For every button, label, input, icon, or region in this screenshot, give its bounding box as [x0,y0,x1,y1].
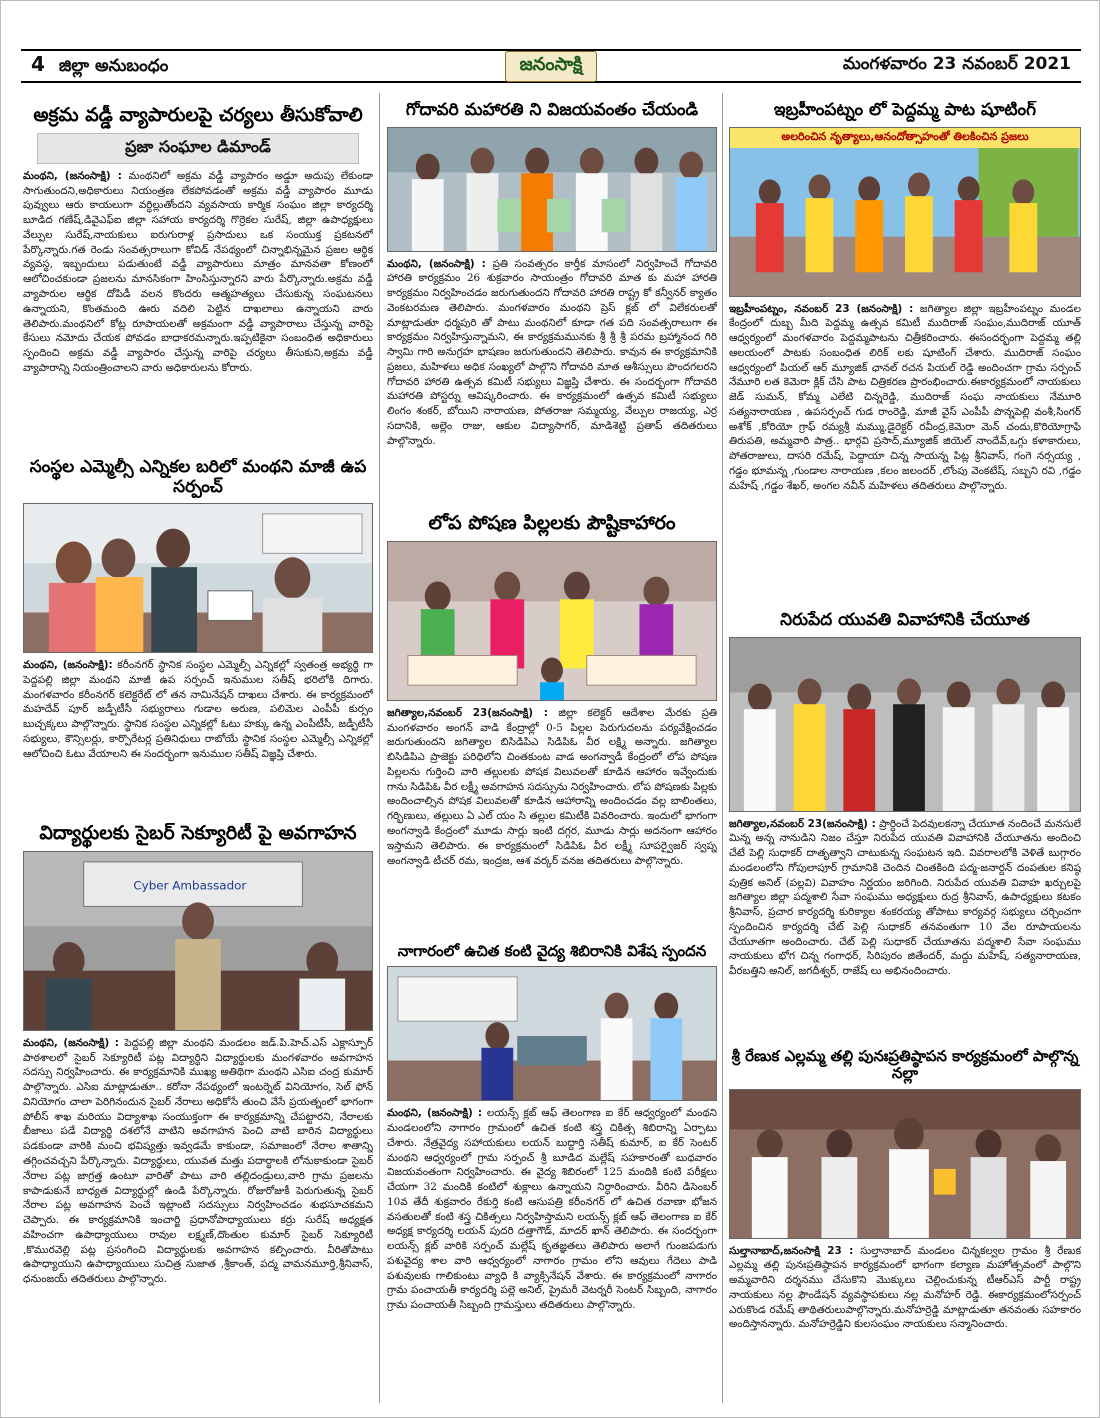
article-dateline: మంథని, (జనంసాక్షి) : [387,1107,483,1120]
article-photo [387,127,717,252]
photo-dance-shooting [730,128,1080,296]
article-body [23,169,373,376]
article-headline: ఇబ్రహీంపట్నం లో పెద్దమ్మ పాట షూటింగ్ [773,101,1037,120]
article-headline: నాగారంలో ఉచిత కంటి వైద్య శిబిరానికి విశేష స్పందన [397,943,707,960]
article-headline: గోదావరి మహారతి ని విజయవంతం చేయండి [405,101,699,120]
article-body [729,1244,1081,1333]
page-number: 4 [31,52,45,76]
masthead-logo [378,51,725,82]
photo-eye-checkup [388,967,716,1100]
article-text: కరీంనగర్ స్థానిక సంస్థల ఎమ్మెల్సీ ఎన్నికల్లో స్వతంత్ర అభ్యర్థి గా పెద్దపల్లి జిల్లా మంథని మాజీ ఉప సర్పంచ్ ఇనుముల సతీష్ భరిలోకి దిగారు. మంగళవారం కరీంనగర్ కలెక్టరేట్ లో తన నామినేషన్ దాఖలు చేశారు. ఈ కార్యక్రమంలో మహదేవ్ పూర్ జడ్పీటీసీ సభ్యురాలు గుడాల అరుణ, పలిమెల ఎంపీపీ కుర్సం బుచ్చక్కలు పాల్గొన్నారు. స్థానిక సంస్థల ఎన్నికల్లో ఓటు హక్కు ఉన్న ఎంపీటీసీ, జడ్పీటీసీ సభ్యులు, కౌన్సిలర్లు, కార్పొరేటర్ల ప్రతినిధులు రాబోయే స్థానిక సంస్థల ఎమ్మెల్సీ ఎన్నికల్లో ఆలోచించి ఓటు వేయాలని ఈ సందర్భంగా ఇనుముల సతీష్ విజ్ఞప్తి చేశారు. [23,659,373,760]
article-headline: నిరుపేద యువతి వివాహానికి చేయూత [780,611,1030,630]
article-headline: అక్రమ వడ్డీ వ్యాపారులపై చర్యలు తీసుకోవాలి [33,105,363,126]
article-headline: సంస్థల ఎమ్మెల్సీ ఎన్నికల బరిలో మంథని మాజీ ఉప సర్పంచ్ [29,458,367,497]
article-text: జిల్లా కలెక్టర్ ఆదేశాల మేరకు ప్రతి మంగళవారం అంగన్ వాడి కేంద్రాల్లో 0-5 పిల్లల పెరుగుదలను పర్యవేక్షించడం జరుగుతుందని జగిత్యాల బిసిడిపిఎ సిడిపిఓ వీర లక్ష్మి అన్నారు. జగిత్యాల బిసిడిపిఎ ప్రాజెక్టు పరిధిలోని చింతకుంట వాడ అంగన్వాడీ కేంద్రంలో లోప పోషణ పిల్లలను గుర్తించి వారి తల్లులకు పోషక విలువలతో కూడిన ఆహారం ఇవ్వేందుకు గాను సిడిపిఓ వీర లక్ష్మీ అవగాహన సదస్సును నిర్వహించారు. లోప పోషణకు పిల్లకు అందించాల్సిన పోషక విలువలతో కూడిన ఆహారాన్ని అందించడం వల్ల బాలింతలు, గర్భిణులు, తల్లులు ఏ ఎల్ యం సి తల్లుల కమిటీకి వివరించారు. ఇందులో భాగంగా అంగన్వాడి కేంద్రంలో మూడు సార్లు ఇంటి దగ్గర, మూడు సార్లు అదనంగా ఆహారం ఇస్తామని తెలిపారు. ఈ కార్యక్రమంలో సిడిపిఓ వీర లక్ష్మీ సూపర్వైజర్ స్వప్న అంగన్వాడి టీచర్ రమ, ఇంద్రజ, ఆశ వర్కర్ వనజ తదితరులు పాల్గొన్నారు. [387,706,717,867]
article-photo [23,851,373,1031]
article-text: జగిత్యాల జిల్లా ఇబ్రహీంపట్నం మండల కేంద్రంలో దుబ్బ మీది పెద్దమ్మ ఉత్సవ కమిటీ ముదిరాజ్ సంఘం,ముదిరాజ్ యూత్ ఆధ్వర్యంలో మంగళవారం పెద్దమ్మపాటను చిత్రీకరించారు. ఈసందర్భంగా పెద్దమ్మ తల్లి ఆలయంలో పాటకు సంబంధిత లిరిక్ లకు షూటింగ్ చేశారు. ముదిరాజ్ సంఘం ఆధ్వర్యంలో పియల్ ఆర్ మ్యూజిక్ ఛానల్ రచన పియల్ రెడ్డి అందించగా గ్రామ సర్పంచ్ నేమూరి లత కెమెరా క్లిక్ చేసి పాట చిత్రికరణ ప్రారంభించారు.ఈకార్యక్రమంలో నాయకులు జెడ్ సుమన్, కోమ్మ ఎలేటి చిన్నరెడ్డి, ముదిరాజ్ సంఘ నాయకులు నేమూరి సత్యనారాయణ , ఉపసర్పంచ్ గుడ రాంరెడ్డి, మాజీ వైస్ ఎంపీపీ పొన్నపెల్లి వంశీ,సింగర్ అశోక్ ,కోరియో గ్రాఫ్ రమ్యశ్రీ మమ్ము,డైరెక్టర్ రవీంద్ర,కెమెరా మెన్ చందు,కొరియోగ్రాఫి తిరుపతి, అమ్మవారి పాత్ర.. భార్గవి ప్రసాద్,మ్యూజిక్ జియెల్ నాందేవ్,ఒగ్గు కళాకారులు, పోతరాజులు, దాసరి రమేష్, పెద్దాయా చిన్న సాయన్న పిట్ల శ్రీనివాస్, గంగె నర్సయ్య , గడ్డం భూమన్న ,గుండాల నారాయణ ,కలం జలందర్ ,లోంపు వెంకటేష్, సబ్బని రవి ,గడ్డం మహేష్ ,గడ్డం శేఖర్, అంగల నవీన్ మహిళలు తదితరులు పాల్గొన్నారు. [729,302,1081,492]
article-body [387,257,717,449]
article-dateline: జగిత్యాల,నవంబర్ 23(జనంసాక్షి) : [387,706,548,719]
article-song-shooting [729,101,1081,621]
article-renuka-yellamma [729,1048,1081,1413]
article-photo [729,1089,1081,1239]
photo-caption: అలరించిన నృత్యాలు,ఆనందోత్సాహంతో తిలకించిన ప్రజలు [730,128,1080,148]
article-dateline: మంథని, (జనంసాక్షి) : [23,169,122,182]
article-photo [387,966,717,1101]
photo-anganwadi [388,542,716,700]
article-body [729,817,1081,979]
article-dateline: జగిత్యాల,నవంబర్ 23(జనంసాక్షి) : [729,817,876,830]
issue-date: మంగళవారం 23 నవంబర్ 2021 [842,54,1072,74]
photo-nomination-filing [24,504,372,652]
section-label [21,52,378,80]
article-body [729,302,1081,494]
article-dateline: మంథని, (జనంసాక్షి) : [23,1036,119,1049]
article-text: ప్రతి సంవత్సరం కార్తీక మాసంలో నిర్వహించే గోదావరి హారతి కార్యక్రమం 26 శుక్రవారం సాయంత్రం గోదావరి మాత కు మహా హారతి కార్యక్రమం నిర్వహించడం జరుగుతుందని గోదావరి హారతి రాష్ట్ర కో కన్వీనర్ క్యాతం వెంకటరమణ తెలిపారు. మంగళవారం మంథని ప్రెస్ క్లబ్ లో విలేకరులతో మాట్లాడుతూ ధర్మపురి తో పాటు మంథనిలో కూడా గత పది సంవత్సరాలుగా ఈ కార్యక్రమం నిర్వహిస్తున్నామని, ఈ కార్యక్రమమునకు శ్రీ శ్రీ శ్రీ పరమ బ్రహ్మానంద గిరి స్వామి గారి అనుగ్రహ భాషణం జరుగుతుందని తెలిపారు. కావున ఈ కార్యక్రమానికి ప్రజలు, మహిళలు అధిక సంఖ్యలో పాల్గొని గోదావరి మాత ఆశీస్సులు పొందగలరని గోదావరి హారతి ఉత్సవ కమిటీ సభ్యులు విజ్ఞప్తి చేశారు. ఈ సందర్భంగా గోదావరి మహారతి పోస్టర్ను ఆవిష్కరించారు. ఈ కార్యక్రమంలో ఉత్సవ కమిటీ సభ్యులు లింగం శంకర్, బోయిని నారాయణ, పోతరాజు సమ్మయ్య, వేల్పుల రాజయ్య, ఎర్ర సదానికి, అల్లెం రాజు, ఆకుల విద్యాసాగర్, మాడిశెట్టి ప్రతాప్ తదితరులు పాల్గొన్నారు. [387,257,717,447]
article-text: లయన్స్ క్లబ్ ఆఫ్ తెలంగాణ ఐ కేర్ ఆధ్వర్యంలో మంథని మండలంలోని నాగారం గ్రామంలో ఉచిత కంటి శస్త్ర చికిత్స శిబిరాన్ని ఏర్పాటు చేశారు. నేత్రవైద్య సహాయకులు లయన్ బుద్దార్తి సతీష్ కుమార్, ఐ కేర్ సెంటర్ మంథని ఆధ్వర్యంలో గ్రామ సర్పంచ్ శ్రీ బూడిద మల్లేష్ సహకారంతో బుధవారం విజయవంతంగా నిర్వహించారు. ఈ వైద్య శిబిరంలో 125 మందికి కంటి పరీక్షలు చేయగా 32 మందికి కంటిలో శుక్లాలు ఉన్నాయని నిర్ధారించారు. వీరిని డిసెంబర్ 10వ తేదీ శుక్రవారం రేకుర్తి కంటి ఆసుపత్రి కరీంనగర్ లో ఉచిత రవాణా భోజన వసతులతో కంటి శస్త్ర చికిత్సలు నిర్వహిస్తామని లయన్స్ క్లబ్ ఆఫ్ తెలంగాణ ఐ కేర్ అధ్యక్ష కార్యదర్శి లయన్ పుదరి దత్తాగౌడ్, మాదర్ ఖాన్ తెలిపారు. ఈ సందర్భంగా లయన్స్ క్లబ్ వారికి సర్పంచ్ మల్లేష్ కృతజ్ఞతలు తెలిపారు అలాగే గుంజపడుగు పశువైద్య శాల వారి ఆధ్వర్యంలో నాగారం గ్రామం లోని ఆవులు గేదెలు పాడి పశువులకు గాలికుంటు వ్యాధి కి వ్యాక్సినేషన్ వేశారు. ఈ కార్యక్రమంలో నాగారం గ్రామ పంచాయతీ కార్యదర్శి పల్లె అనిల్, ప్రైమరీ వెటర్నరీ సెంటర్ సిబ్బంది, నాగారం గ్రామ పంచాయతీ సిబ్బంది గ్రామస్తులు తదితరులు పాల్గొన్నారు. [387,1107,717,1312]
article-subhead: ప్రజా సంఘాల డిమాండ్ [37,133,359,164]
banner-text: Cyber Ambassador [133,878,247,893]
article-illegal-money-lending [23,105,373,477]
column-divider [722,93,723,1403]
article-photo [23,503,373,653]
photo-cyber-awareness [24,852,372,1030]
article-photo [729,127,1081,297]
article-dateline: మంథని, (జనంసాక్షి): [23,659,113,672]
article-photo [729,637,1081,812]
article-text: పెద్దపల్లి జిల్లా మంథని మండలం జడ్.పి.హెచ్.ఎస్ ఎక్లాస్పూర్ పాఠశాలలో సైబర్ సెక్యూరిటీ పట్ల విద్యార్థిని విద్యార్థులకు మంగళవారం అవగాహన సదస్సు నిర్వహించారు. ఈ కార్యక్రమానికి ముఖ్య అతిథిగా మంథని ఎసిఐ చంద్ర కుమార్ పాల్గొన్నారు. ఎసిఐ మాట్లాడుతూ.. కరోనా నేపథ్యంలో ఇంటర్నెట్ వినియోగం, సెల్ ఫోన్ వినియోగం చాలా పెరిగినందున సైబర్ నేరాలు అధికోసే తుంచి వేసే ప్రయత్నంలో భాగంగా పోలీస్ శాఖ మరియు విద్యాశాఖ సంయుక్తంగా ఈ కార్యక్రమాన్ని చేపట్టారని, నేరాలకు బీజాలు పడే విద్యార్థి దశలోనే వాటిని అవగాహన పెంచి వాటి బారిన విద్యార్థులు పడకుండా వారికి మంచి భవిష్యత్తు ఇవ్వడమే కాకుండా, సమాజంలో నేరాల శాతాన్ని తగ్గించవచ్చని పేర్కొన్నారు. విద్యార్థులు, యువత మత్తు పదార్థాలకి లోనుకాకుండా సైబర్ నేరాల పట్ల జాగ్రత్త ఉంటూ వారితో పాటు వారి తల్లిదండ్రులు,వారి గ్రామ ప్రజలను కాపాడుకునే బాధ్యత విద్యార్థుల్లో ఉండి పేర్కొన్నారు. రోజురోజుకీ పెరుగుతున్న సైబర్ నేరాల పట్ల అవగాహన పెంచే ఇట్లాంటి సదస్సులు నిర్వహించడం శుభసూచకమని చెప్పారు. ఈ కార్యక్రమానికి ఇంచార్జి ప్రధానోపాధ్యాయులు కర్రు సురేష్ అధ్యక్షత వహించగా ఉపాధ్యాయులు రావుల లక్ష్మణ్,దొంతుల కుమార్ సైబర్ సెక్యూరిటీ ,కొమురవెల్లి పట్ల ప్రసంగించి విద్యార్థులకు అవగాహన కల్పించారు. వీరితోపాటు ఉపాధ్యాయుని ఉపాధ్యాయులు సుచిత్ర సుజాత ,శ్రీకాంత్, పద్మ వామనమూర్తి,శ్రీనివాస్, ధనుంజయ్ తదితరులు పాల్గొన్నారు. [23,1036,373,1286]
section-name: జిల్లా అనుబంధం [58,56,169,76]
photo-poster-release [388,128,716,251]
photo-temple-event [730,1090,1080,1238]
article-cyber-security [23,823,373,1413]
article-text: ప్రార్ధించే పెదవులకన్నా చేయూత నందించే మనసులే మిన్న అన్న నానుడిని నిజం చేస్తూ నిరుపేద యువతి వివాహానికి చేయూతను అందించి చేటే పెల్లి సుధాకర్ దాతృత్వాని చాటుకున్న సంఘటన ఇది. వివరాలలోకి వెళితే బుగ్గారం మండలంలోని గోపులాపూర్ గ్రామానికి చెందిన చింతకింది పద్మ-జనార్దన్ దంపతుల కనిష్ఠ పుత్రిక అనిల్ (పల్లవి) వివాహం నిర్ణయం జరిగింది. నిరుపేద యువతి వివాహ ఖర్చులపై జగిత్యాల జిల్లా పద్మశాలి సేవా సంఘము అధ్యక్షులు రుద్ర శ్రీనివాస్, ఉపాధ్యక్షులు కటకం శ్రీనివాస్, ప్రచార కార్యదర్శి కురిక్యాల శంకరయ్య తోపాటు కార్యవర్గ సభ్యులు చర్చించగా స్పందించిన కార్యదర్శి చేట్ పెల్లి సుధాకర్ తనవంతుగా 10 వేల రూపాయలను చేయూతగా అందించారు. చేట్ పెల్లి సుధాకర్ చేయూతను పద్మశాలి సేవా సంఘము నాయకులు భోగ చిన్న గంగాధర్, సిరిపురం జితేందర్, మద్దు మహేష్, సత్యనారాయణ, వీరబత్తిని అనిల్, జగదీశ్వర్, రాజేష్ లు అభినందించారు. [729,817,1081,978]
article-dateline: ఇబ్రహీంపట్నం, నవంబర్ 23 (జనంసాక్షి) : [729,302,914,315]
article-headline: విద్యార్థులకు సైబర్ సెక్యూరిటీ పై అవగాహన [39,823,357,844]
article-photo [387,541,717,701]
article-dateline: మంథని, (జనంసాక్షి) : [387,257,486,270]
article-body [387,1106,717,1313]
article-body [23,658,373,761]
article-eye-camp [387,943,717,1413]
article-headline: లోప పోషణ పిల్లలకు పౌష్టికాహారం [428,513,676,534]
article-godavari-maharathi [387,101,717,506]
article-marriage-help [729,611,1081,1076]
article-dateline: సుల్తానాబాద్,జనంసాక్షి 23 : [729,1244,854,1257]
page-header [21,49,1081,83]
article-body [387,706,717,868]
photo-cheque-handover [730,638,1080,811]
masthead-text: జనంసాక్షి [505,51,598,82]
column-divider [379,93,380,1403]
article-headline: శ్రీ రేణుక ఎల్లమ్మ తల్లి పునఃప్రతిష్ఠాపన కార్యక్రమంలో పాల్గొన్న నల్లా [731,1048,1079,1083]
article-text: సుల్తానాబాద్ మండలం చిన్నకల్వల గ్రామం శ్రీ రేణుక ఎల్లమ్మ తల్లి పునఃప్రతిష్ఠాపన కార్యక్రమంలో భాగంగా కల్యాణ మహోత్సవంలో పాల్గొని అమ్మవారిని దర్శనము చేసుకొని మొక్కులు చెల్లించుకున్న టీఆర్ఎస్ పార్టీ రాష్ట్ర నాయకులు నల్ల ఫౌండేషన్ వ్యవస్థాపకులు నల్ల మనోహర్ రెడ్డి. ఈకార్యక్రమంలోసర్పంచ్ ఎరుకొండ రమేష్ తాథితరులుపాల్గొన్నారు.మనోహర్రెడ్డి మాట్లాడుతూ తనవంతు సహకారం అందిస్తానన్నారు. మనోహర్రెడ్డిని కులసంఘం నాయకులు సన్మానించారు. [729,1244,1081,1331]
article-body [23,1036,373,1287]
article-text: మంథనిలో అక్రమ వడ్డీ వ్యాపారం అడ్డూ అదుపు లేకుండా సాగుతుందని,అధికారులు నియంత్రణ లేకపోవడంతో అక్రమ వడ్డీ వ్యాపారం మూడు పువ్వులు ఆరు కాయలుగా వర్ధిల్లుతోందని వ్యవసాయ కార్మిక సంఘం జిల్లా కార్యదర్శి బూడిద గణేష్,డివైఎఫ్ఐ జిల్లా సహాయ కార్యదర్శి గొర్రెకల సురేష్, జిల్లా ఉపాధ్యక్షులు వేల్పుల సురేష్,నాయకులు ఐరుగురాళ్ల ప్రసాదులు ఒక సంయుక్త ప్రకటనలో పేర్కొన్నారు.గత రెండు సంవత్సరాలుగా కోవిడ్ నేపథ్యంలో చిన్నాభిన్నమైన ప్రజల ఆర్థిక వ్యవస్థ, ఇబ్బందులు పడుతుంటే వడ్డీ వ్యాపారులు మాత్రం మానవతా కోణంలో ఆలోచించకుండా ప్రజలను మానసికంగా హింసిస్తున్నారని వారు పేర్కొన్నారు.అక్రమ వడ్డీ వ్యాపారుల ఆర్థిక దోపిడీ వలన కొందరు ఆత్మహత్యలు చేసుకున్న సంఘటనలు ఉన్నాయని, కొంతమంది ఊరు వదిలి పెట్టిన దాఖలాలు ఉన్నాయని వారు తెలిపారు.మంథనిలో కోట్ల రూపాయలతో అక్రమంగా వడ్డీ వ్యాపారాలు చేస్తున్న వారిపై కేసులు నమోదు చేయక పోవడం బాధాకరమన్నారు.ఇప్పటికైనా సంబంధిత అధికారులు స్పందించి అక్రమ వడ్డీ వ్యాపారం చేస్తున్న వారిపై చర్యలు తీసుకుని,అక్రమ వడ్డీ వ్యాపారాన్ని నియంత్రించాలని వారు అధికారులను కోరారు. [23,169,373,374]
